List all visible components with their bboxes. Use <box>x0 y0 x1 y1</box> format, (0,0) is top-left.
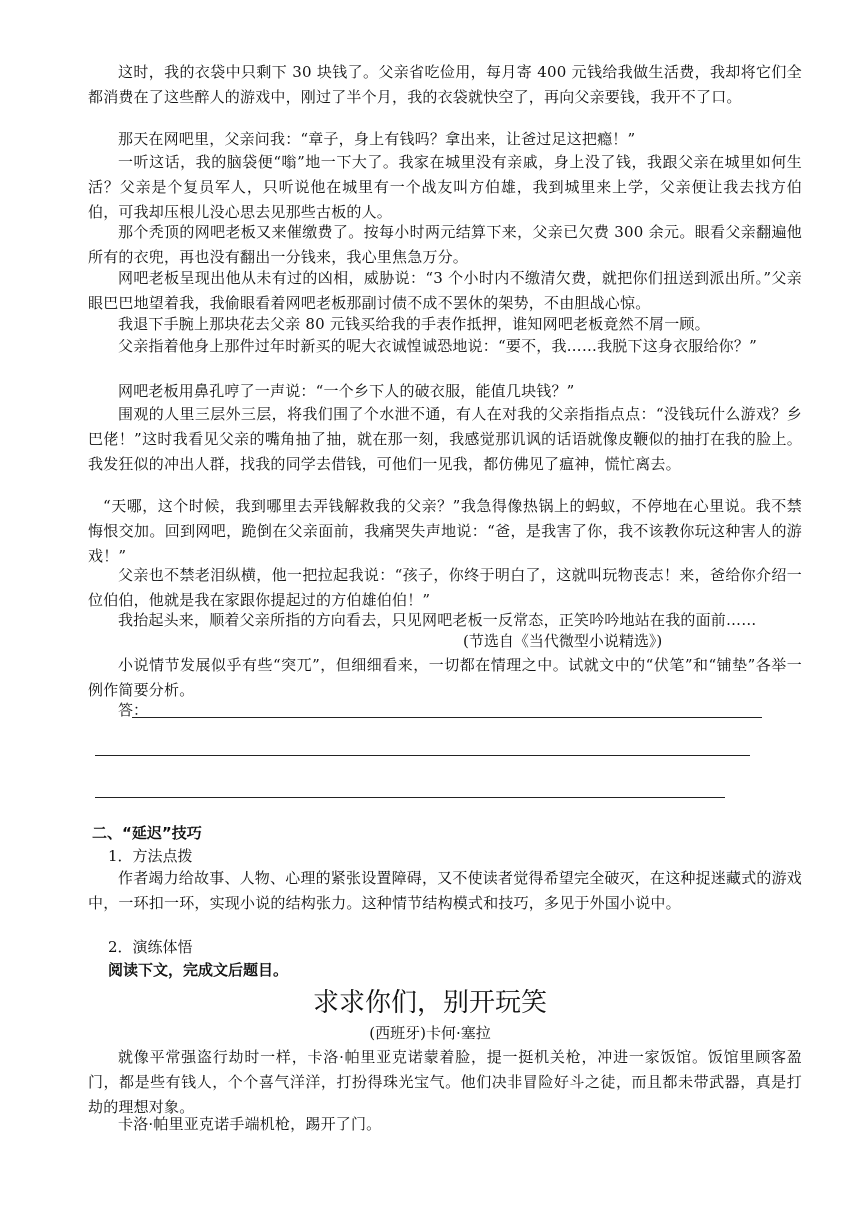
story-title: 求求你们，别开玩笑 <box>312 988 547 1018</box>
story-paragraph: 一听这话，我的脑袋便“嗡”地一下大了。我家在城里没有亲戚，身上没了钱，我跟父亲在城里如何生活？父亲是个复员军人，只听说他在城里有一个战友叫方伯雄，我到城里来上学，父亲便让我去找方伯伯，可我却压根儿没心思去见那些古板的人。 <box>88 153 802 221</box>
reading-instruction: 阅读下文，完成文后题目。 <box>108 961 289 979</box>
story-paragraph: 这时，我的衣袋中只剩下 30 块钱了。父亲省吃俭用，每月寄 400 元钱给我做生活费，我却将它们全都消费在了这些醉人的游戏中，刚过了半个月，我的衣袋就快空了，再向父亲要钱，我开不了口。 <box>88 63 802 106</box>
story-author: (西班牙)卡何·塞拉 <box>369 1024 491 1042</box>
story-paragraph: 卡洛·帕里亚克诺手端机枪，踢开了门。 <box>118 1115 382 1133</box>
answer-line[interactable] <box>132 717 762 718</box>
story-paragraph: 网吧老板呈现出他从未有过的凶相，威胁说：“3 个小时内不缴清欠费，就把你们扭送到派出所。”父亲眼巴巴地望着我，我偷眼看着网吧老板那副讨债不成不罢休的架势，不由胆战心惊。 <box>88 269 802 312</box>
story-paragraph: 那天在网吧里，父亲问我：“章子，身上有钱吗？拿出来，让爸过足这把瘾！” <box>118 130 636 148</box>
story-paragraph: “天哪，这个时候，我到哪里去弄钱解救我的父亲？”我急得像热锅上的蚂蚁，不停地在心里说。我不禁悔恨交加。回到网吧，跪倒在父亲面前，我痛哭失声地说：“爸，是我害了你，我不该教你玩这种害人的游戏！” <box>88 497 802 565</box>
story-paragraph: 父亲指着他身上那件过年时新买的呢大衣诚惶诚恐地说：“要不，我……我脱下这身衣服给你？” <box>118 337 757 355</box>
story-paragraph: 就像平常强盗行劫时一样，卡洛·帕里亚克诺蒙着脸，提一挺机关枪，冲进一家饭馆。饭馆里顾客盈门，都是些有钱人，个个喜气洋洋，打扮得珠光宝气。他们决非冒险好斗之徒，而且都未带武器，真是打劫的理想对象。 <box>88 1048 802 1116</box>
method-paragraph: 作者竭力给故事、人物、心理的紧张设置障碍，又不使读者觉得希望完全破灭，在这种捉迷藏式的游戏中，一环扣一环，实现小说的结构张力。这种情节结构模式和技巧，多见于外国小说中。 <box>88 869 803 912</box>
answer-label: 答： <box>118 701 149 719</box>
story-paragraph: 那个秃顶的网吧老板又来催缴费了。按每小时两元结算下来，父亲已欠费 300 余元。眼看父亲翻遍他所有的衣兜，再也没有翻出一分钱来，我心里焦急万分。 <box>88 223 802 266</box>
step-label: 1．方法点拨 <box>108 847 193 865</box>
answer-line[interactable] <box>95 797 725 798</box>
question-text: 小说情节发展似乎有些“突兀”，但细细看来，一切都在情理之中。试就文中的“伏笔”和“铺垫”各举一例作简要分析。 <box>88 656 802 699</box>
answer-line[interactable] <box>95 755 750 756</box>
story-paragraph: 网吧老板用鼻孔哼了一声说：“一个乡下人的破衣服，能值几块钱？” <box>118 382 575 400</box>
story-paragraph: 围观的人里三层外三层，将我们围了个水泄不通，有人在对我的父亲指指点点：“没钱玩什么游戏？乡巴佬！”这时我看见父亲的嘴角抽了抽，就在那一刻，我感觉那讥讽的话语就像皮鞭似的抽打在我的脸上。我发狂似的冲出人群，找我的同学去借钱，可他们一见我，都仿佛见了瘟神，慌忙离去。 <box>88 405 802 473</box>
story-paragraph: 父亲也不禁老泪纵横，他一把拉起我说：“孩子，你终于明白了，这就叫玩物丧志！来，爸给你介绍一位伯伯，他就是我在家跟你提起过的方伯雄伯伯！” <box>88 566 802 609</box>
source-citation: (节选自《当代微型小说精选》) <box>463 632 663 650</box>
section-heading: 二、“延迟”技巧 <box>92 824 202 842</box>
story-paragraph: 我抬起头来，顺着父亲所指的方向看去，只见网吧老板一反常态，正笑吟吟地站在我的面前…… <box>118 611 757 629</box>
story-paragraph: 我退下手腕上那块花去父亲 80 元钱买给我的手表作抵押，谁知网吧老板竟然不屑一顾。 <box>118 315 710 333</box>
step-label: 2．演练体悟 <box>108 938 193 956</box>
